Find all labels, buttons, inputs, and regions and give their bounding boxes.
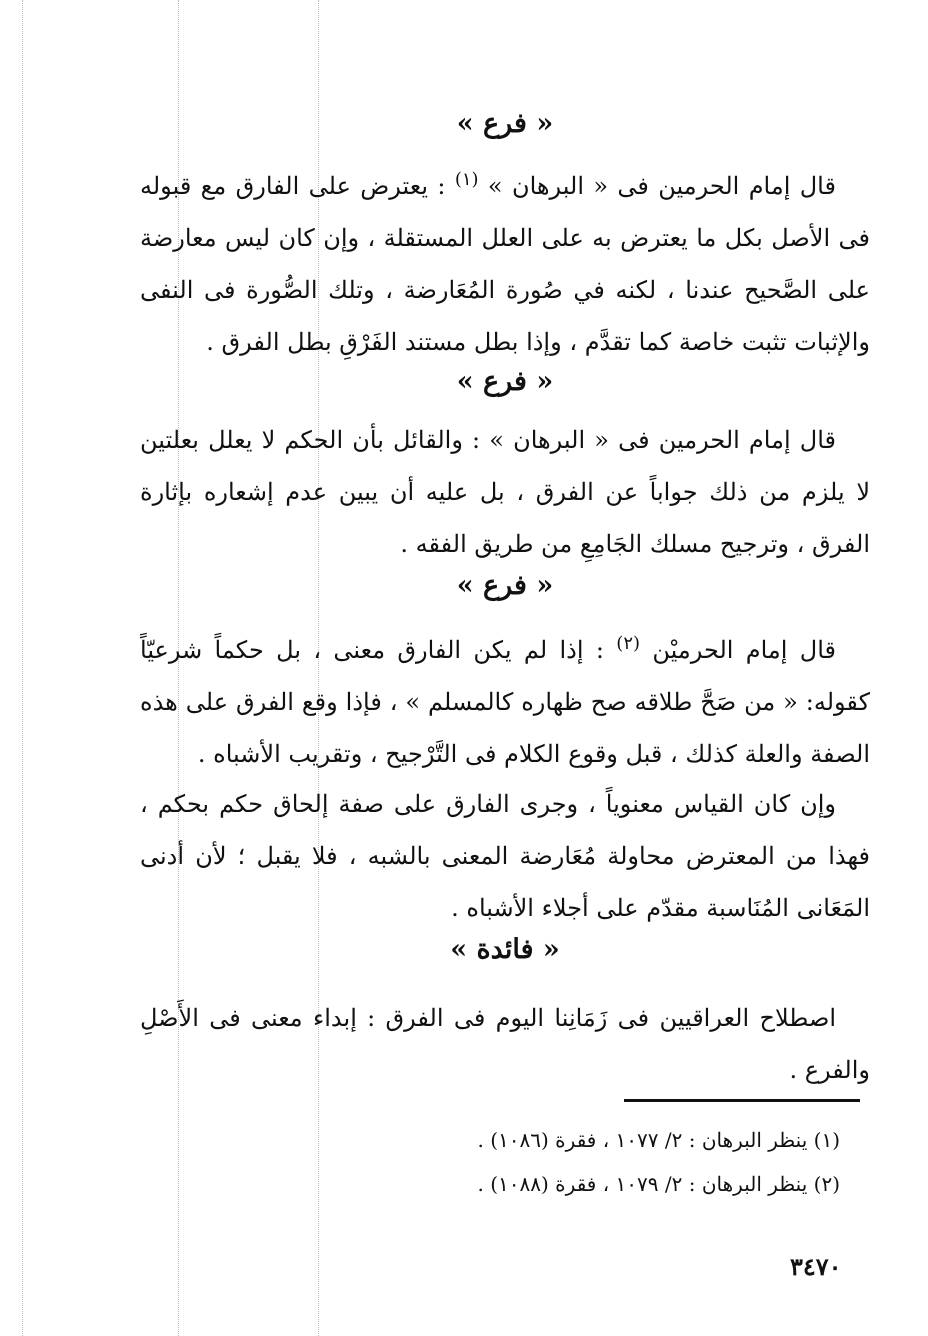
paragraph-text: قال إمام الحرمين فى « البرهان » xyxy=(487,172,836,200)
footnote: (١) ينظر البرهان : ٢/ ١٠٧٧ ، فقرة (١٠٨٦) . xyxy=(477,1128,840,1152)
paragraph-text: : إذا لم يكن الفارق معنى ، بل حكماً شرعيّاً كقوله: « من صَحَّ طلاقه صح ظهاره كالمسلم » ، فإذا وقع الفرق على هذه الصفة والعلة كذلك ، قبل وقوع الكلام فى التَّرْجيح ، وتقريب الأشباه . xyxy=(140,636,870,768)
paragraph xyxy=(140,992,870,1096)
section-heading: « فائدة » xyxy=(450,934,560,965)
section-heading: « فرع » xyxy=(456,570,554,601)
section-heading: « فرع » xyxy=(456,366,554,397)
paragraph xyxy=(140,778,870,934)
footnote-separator xyxy=(624,1099,860,1102)
paragraph xyxy=(140,414,870,570)
page-number: ٣٤٧٠ xyxy=(790,1252,842,1281)
paragraph-text: قال إمام الحرمين فى « البرهان » : والقائل بأن الحكم لا يعلل بعلتين لا يلزم من ذلك جواباً عن الفرق ، بل عليه أن يبين عدم إشعاره بإثارة الفرق ، وترجيح مسلك الجَامِعِ من طريق الفقه . xyxy=(140,426,870,558)
scan-margin-dots xyxy=(22,0,23,1336)
paragraph-text: اصطلاح العراقيين فى زَمَانِنا اليوم فى الفرق : إبداء معنى فى الأَصْلِ والفرع . xyxy=(140,1004,870,1084)
paragraph-text: قال إمام الحرميْن xyxy=(652,636,836,664)
paragraph-text: : يعترض على الفارق مع قبوله فى الأصل بكل ما يعترض به على العلل المستقلة ، وإن كان ليس معارضة على الصَّحيح عندنا ، لكنه في صُورة المُعَارضة ، وتلك الصُّورة فى النفى والإثبات تثبت خاصة كما تقدَّم ، وإذا بطل مستند الفَرْقِ بطل الفرق . xyxy=(140,172,870,356)
paragraph xyxy=(140,160,870,368)
footnote: (٢) ينظر البرهان : ٢/ ١٠٧٩ ، فقرة (١٠٨٨) . xyxy=(477,1172,840,1196)
paragraph xyxy=(140,624,870,780)
paragraph-text: وإن كان القياس معنوياً ، وجرى الفارق على صفة إلحاق حكم بحكم ، فهذا من المعترض محاولة مُعَارضة المعنى بالشبه ، فلا يقبل ؛ لأن أدنى المَعَانى المُنَاسبة مقدّم على أجلاء الأشباه . xyxy=(140,790,870,922)
footnote-reference[interactable]: (١) xyxy=(454,169,479,190)
footnote-reference[interactable]: (٢) xyxy=(616,633,641,654)
section-heading: « فرع » xyxy=(456,108,554,139)
